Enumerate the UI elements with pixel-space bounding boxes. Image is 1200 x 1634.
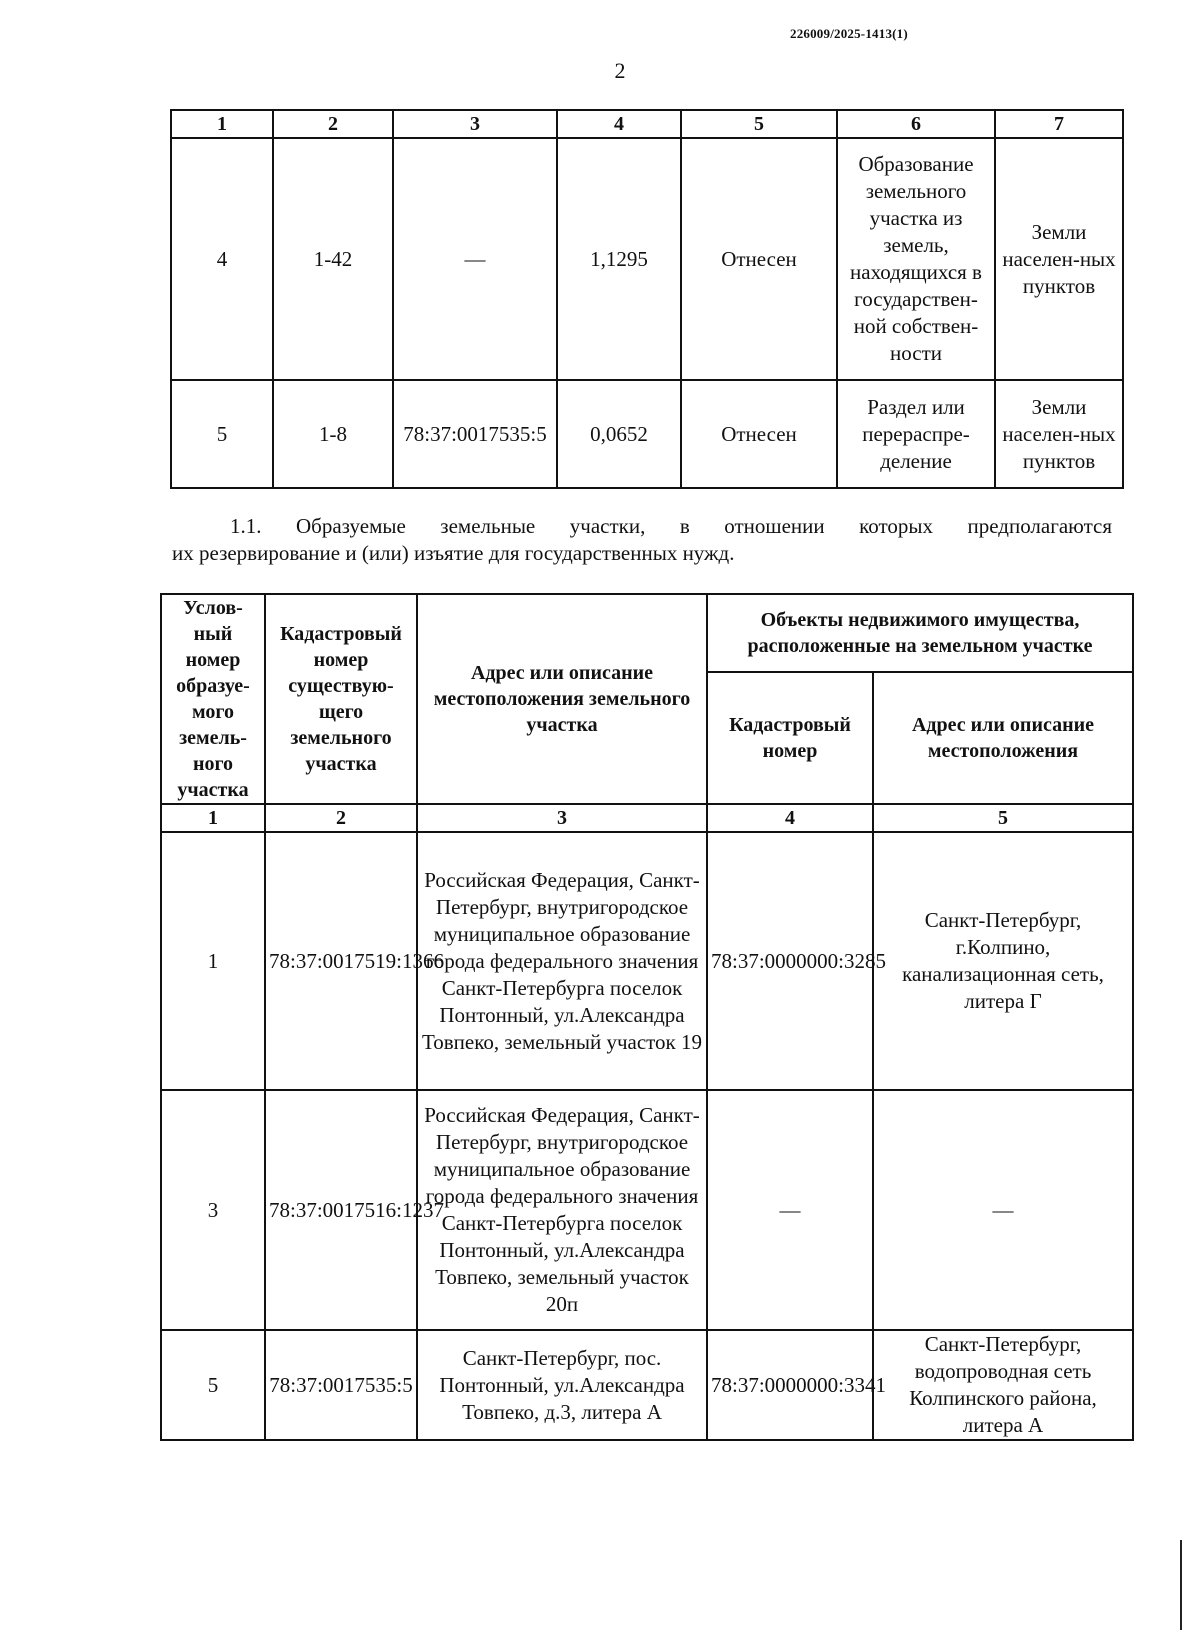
table-cell: Санкт-Петербург, г.Колпино, канализационная сеть, литера Г bbox=[873, 832, 1133, 1090]
table-cell: Земли населен-ных пунктов bbox=[995, 380, 1123, 488]
table-row bbox=[161, 832, 1133, 1090]
table-header-row bbox=[161, 594, 1133, 672]
table-row bbox=[171, 138, 1123, 380]
header-object-cadastral-number: Кадастровый номер bbox=[707, 672, 873, 804]
table-row bbox=[171, 380, 1123, 488]
table-cell: 1-42 bbox=[273, 138, 393, 380]
document-number: 226009/2025-1413(1) bbox=[790, 26, 908, 41]
table-header-row bbox=[171, 110, 1123, 138]
table-cell: 4 bbox=[171, 138, 273, 380]
table-cell: — bbox=[873, 1090, 1133, 1330]
paragraph-line: их резервирование и (или) изъятие для государственных нужд. bbox=[172, 541, 735, 565]
table-cell: 78:37:0017535:5 bbox=[393, 380, 557, 488]
reserved-land-plots-table bbox=[160, 593, 1134, 1441]
table-row bbox=[161, 1090, 1133, 1330]
column-number: 5 bbox=[873, 804, 1133, 832]
column-number: 2 bbox=[265, 804, 417, 832]
header-existing-cadastral-number: Кадастровый номер существую-щего земельного участка bbox=[265, 594, 417, 804]
table-cell: Санкт-Петербург, водопроводная сеть Колпинского района, литера А bbox=[873, 1330, 1133, 1440]
column-number: 4 bbox=[557, 110, 681, 138]
table-cell: 78:37:0017535:5 bbox=[265, 1330, 417, 1440]
paragraph-line: 1.1. Образуемые земельные участки, в отношении которых предполагаются bbox=[230, 514, 1112, 538]
land-category-table bbox=[170, 109, 1124, 489]
column-number: 3 bbox=[393, 110, 557, 138]
table-cell: 78:37:0000000:3341 bbox=[707, 1330, 873, 1440]
table-cell: Санкт-Петербург, пос. Понтонный, ул.Александра Товпеко, д.3, литера А bbox=[417, 1330, 707, 1440]
header-real-estate-objects: Объекты недвижимого имущества, расположенные на земельном участке bbox=[707, 594, 1133, 672]
table-cell: Российская Федерация, Санкт-Петербург, внутригородское муниципальное образование города федерального значения Санкт-Петербурга поселок Понтонный, ул.Александра Товпеко, земельный участок 19 bbox=[417, 832, 707, 1090]
table-cell: 78:37:0000000:3285 bbox=[707, 832, 873, 1090]
header-plot-number: Услов-ный номер образуе-мого земель-ного участка bbox=[161, 594, 265, 804]
table-cell: Отнесен bbox=[681, 380, 837, 488]
table-row bbox=[161, 1330, 1133, 1440]
table-cell: — bbox=[393, 138, 557, 380]
table-cell: 1 bbox=[161, 832, 265, 1090]
table-cell: 5 bbox=[171, 380, 273, 488]
table-cell: 78:37:0017516:1237 bbox=[265, 1090, 417, 1330]
column-number: 6 bbox=[837, 110, 995, 138]
table-cell: 78:37:0017519:1366 bbox=[265, 832, 417, 1090]
column-number: 3 bbox=[417, 804, 707, 832]
column-number: 5 bbox=[681, 110, 837, 138]
table-cell: Раздел или перераспре-деление bbox=[837, 380, 995, 488]
table-cell: 1-8 bbox=[273, 380, 393, 488]
column-number: 7 bbox=[995, 110, 1123, 138]
table-number-row bbox=[161, 804, 1133, 832]
column-number: 1 bbox=[161, 804, 265, 832]
header-object-address: Адрес или описание местоположения bbox=[873, 672, 1133, 804]
scan-edge-mark bbox=[1180, 1540, 1182, 1630]
header-plot-address: Адрес или описание местоположения земельного участка bbox=[417, 594, 707, 804]
column-number: 2 bbox=[273, 110, 393, 138]
table-cell: Российская Федерация, Санкт-Петербург, внутригородское муниципальное образование города федерального значения Санкт-Петербурга поселок Понтонный, ул.Александра Товпеко, земельный участок 20п bbox=[417, 1090, 707, 1330]
table-cell: Образование земельного участка из земель, находящихся в государствен-ной собствен-ности bbox=[837, 138, 995, 380]
table-cell: 0,0652 bbox=[557, 380, 681, 488]
column-number: 4 bbox=[707, 804, 873, 832]
column-number: 1 bbox=[171, 110, 273, 138]
table-cell: — bbox=[707, 1090, 873, 1330]
table-cell: 3 bbox=[161, 1090, 265, 1330]
table-cell: Земли населен-ных пунктов bbox=[995, 138, 1123, 380]
table-cell: 5 bbox=[161, 1330, 265, 1440]
table-cell: Отнесен bbox=[681, 138, 837, 380]
table-cell: 1,1295 bbox=[557, 138, 681, 380]
section-paragraph bbox=[172, 513, 1112, 567]
page-number: 2 bbox=[614, 58, 626, 83]
